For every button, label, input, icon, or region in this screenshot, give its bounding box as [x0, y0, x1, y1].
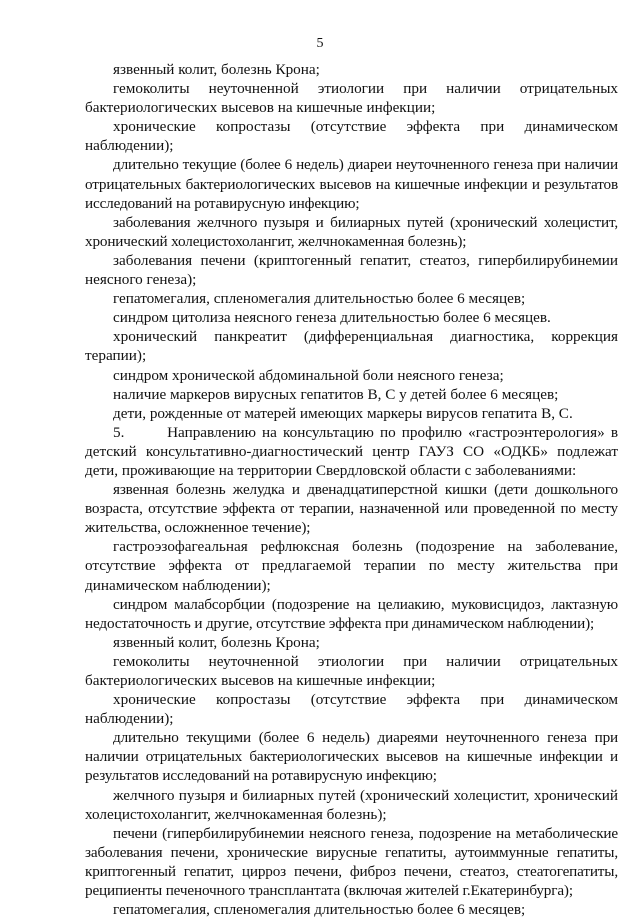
page-number: 5	[316, 36, 324, 51]
paragraph: гепатомегалия, спленомегалия длительностью более 6 месяцев;	[113, 290, 526, 308]
paragraph: хронические копростазы (отсутствие эффекта при динамическом наблюдении);	[85, 691, 618, 728]
paragraph: гемоколиты неуточненной этиологии при наличии отрицательных бактериологических высевов на кишечные инфекции;	[85, 80, 618, 117]
paragraph: наличие маркеров вирусных гепатитов В, С у детей более 6 месяцев;	[113, 385, 559, 403]
paragraph: заболевания желчного пузыря и билиарных путей (хронический холецистит, хронический холецистохолангит, желчнокаменная болезнь);	[85, 213, 618, 250]
paragraph: гепатомегалия, спленомегалия длительностью более 6 месяцев;	[113, 901, 526, 919]
paragraph: печени (гипербилирубинемии неясного генеза, подозрение на метаболические заболевания печени, хронические вирусные гепатиты, аутоиммунные гепатиты, криптогенный гепатит, цирроз печени, фиброз печени, стеатоз, стеатогепатиты, реципиенты печеночного трансплантата (включая жителей г.Екатеринбурга);	[85, 824, 618, 900]
paragraph: гастроэзофагеальная рефлюксная болезнь (подозрение на заболевание, отсутствие эффекта от предлагаемой терапии по месту жительства при динамическом наблюдении);	[85, 538, 618, 594]
section-5-paragraph: 5. Направлению на консультацию по профилю «гастроэнтерология» в детский консультативно-диагностический центр ГАУЗ СО «ОДКБ» подлежат дети, проживающие на территории Свердловской области с заболеваниями:	[85, 423, 618, 479]
paragraph: длительно текущими (более 6 недель) диареями неуточненного генеза при наличии отрицательных бактериологических высевов на кишечные инфекции и результатов исследований на ротавирусную инфекцию;	[85, 729, 618, 785]
paragraph: язвенный колит, болезнь Крона;	[113, 633, 320, 651]
paragraph: длительно текущие (более 6 недель) диареи неуточненного генеза при наличии отрицательных бактериологических высевов на кишечные инфекции и результатов исследований на ротавирусную инфекцию;	[85, 156, 618, 212]
paragraph: синдром цитолиза неясного генеза длительностью более 6 месяцев.	[113, 309, 551, 327]
document-body	[85, 60, 618, 919]
paragraph: синдром хронической абдоминальной боли неясного генеза;	[113, 366, 504, 384]
paragraph: хронические копростазы (отсутствие эффекта при динамическом наблюдении);	[85, 118, 618, 155]
paragraph: язвенный колит, болезнь Крона;	[113, 61, 320, 78]
paragraph: синдром малабсорбции (подозрение на целиакию, муковисцидоз, лактазную недостаточность и другие, отсутствие эффекта при динамическом наблюдении);	[85, 595, 618, 632]
paragraph: гемоколиты неуточненной этиологии при наличии отрицательных бактериологических высевов на кишечные инфекции;	[85, 652, 618, 689]
paragraph: желчного пузыря и билиарных путей (хронический холецистит, хронический холецистохолангит, желчнокаменная болезнь);	[85, 786, 618, 823]
paragraph: дети, рожденные от матерей имеющих маркеры вирусов гепатита В, С.	[113, 404, 573, 422]
paragraph: заболевания печени (криптогенный гепатит, стеатоз, гипербилирубинемии неясного генеза);	[85, 251, 618, 289]
paragraph: язвенная болезнь желудка и двенадцатиперстной кишки (дети дошкольного возраста, отсутствие эффекта от терапии, назначенной или проведенной по месту жительства, осложненное течение);	[85, 481, 618, 537]
paragraph: хронический панкреатит (дифференциальная диагностика, коррекция терапии);	[85, 328, 618, 365]
